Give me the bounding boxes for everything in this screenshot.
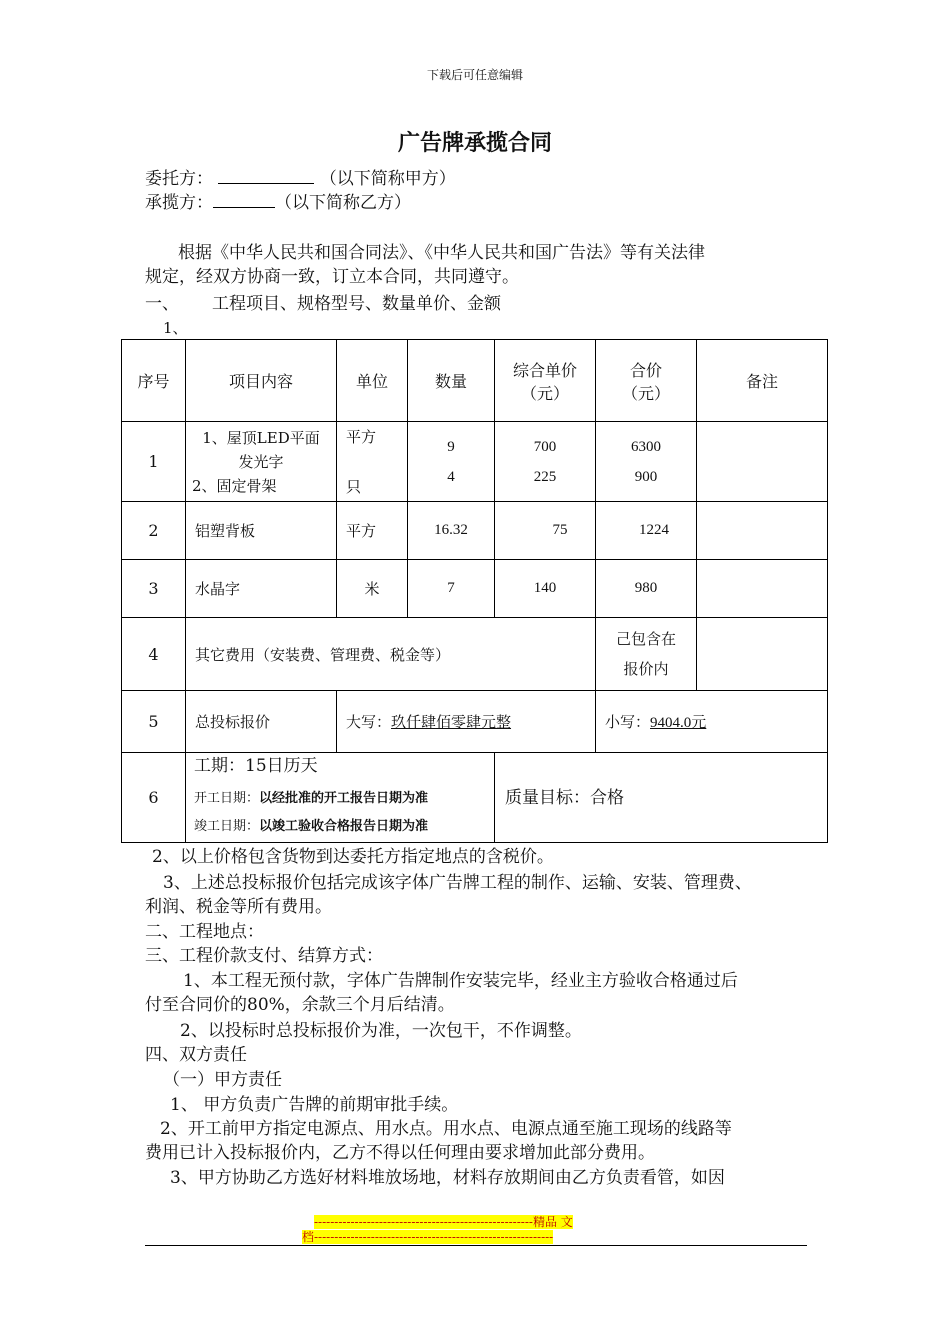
row1-unit-line1: 平方 xyxy=(346,428,377,446)
clause-1-3-line1: 3、上述总投标报价包括完成该字体广告牌工程的制作、运输、安装、管理费、 xyxy=(163,873,752,893)
header-total-line2: （元） xyxy=(621,383,670,403)
row1-total-line2: 900 xyxy=(634,468,658,485)
row5-small xyxy=(596,691,828,753)
footer-rule xyxy=(145,1245,807,1246)
header-unit-price xyxy=(495,340,596,422)
row5-seq: 5 xyxy=(122,691,186,753)
section-3: 三、工程价款支付、结算方式： xyxy=(145,946,383,966)
header-unit: 单位 xyxy=(337,340,408,422)
row1-qty-line2: 4 xyxy=(447,468,455,485)
clause-3-1-line1: 1、本工程无预付款，字体广告牌制作安装完毕，经业主方验收合格通过后 xyxy=(183,971,738,991)
footer-watermark-text1: ------------------------------------------------------精品 文 xyxy=(314,1215,573,1229)
section-4-party-a: （一）甲方责任 xyxy=(163,1070,282,1090)
row1-unit xyxy=(337,422,408,502)
intro-line-1: 根据《中华人民共和国合同法》、《中华人民共和国广告法》等有关法律 xyxy=(178,243,705,263)
table-row xyxy=(122,618,828,691)
clause-4-a-1: 1、 甲方负责广告牌的前期审批手续。 xyxy=(170,1095,459,1115)
section-4: 四、双方责任 xyxy=(145,1045,247,1065)
row3-unit: 米 xyxy=(337,560,408,618)
row1-content-line3: 2、固定骨架 xyxy=(192,476,277,495)
party-b-blank[interactable] xyxy=(213,193,275,208)
header-unit-price-line2: （元） xyxy=(520,383,569,403)
header-seq: 序号 xyxy=(122,340,186,422)
party-a-blank[interactable] xyxy=(218,169,314,184)
row5-content: 总投标报价 xyxy=(186,691,337,753)
table-header-row xyxy=(122,340,828,422)
row2-unit: 平方 xyxy=(337,502,408,560)
clause-1-3-line2: 利润、税金等所有费用。 xyxy=(145,897,332,917)
row1-content xyxy=(186,422,337,502)
row2-total: 1224 xyxy=(596,502,697,560)
row3-remark xyxy=(697,560,828,618)
row3-seq: 3 xyxy=(122,560,186,618)
row1-content-line1: 1、屋顶LED平面 xyxy=(202,428,320,447)
header-unit-price-line1: 综合单价 xyxy=(512,360,577,380)
row6-schedule xyxy=(186,753,495,843)
row1-total-line1: 6300 xyxy=(631,438,661,455)
item-1-label: 1、 xyxy=(163,319,188,337)
row3-qty: 7 xyxy=(408,560,495,618)
row1-price-line1: 700 xyxy=(533,438,557,455)
row6-seq: 6 xyxy=(122,753,186,843)
party-b-suffix: （以下简称乙方） xyxy=(275,193,411,213)
row5-capital xyxy=(337,691,596,753)
row4-total-line2: 报价内 xyxy=(623,660,669,678)
clause-3-2: 2、以投标时总投标报价为准，一次包干，不作调整。 xyxy=(180,1021,582,1041)
row2-seq: 2 xyxy=(122,502,186,560)
header-total xyxy=(596,340,697,422)
intro-line-2: 规定，经双方协商一致，订立本合同，共同遵守。 xyxy=(145,267,519,287)
row2-qty: 16.32 xyxy=(408,502,495,560)
clause-3-1-line2: 付至合同价的80%，余款三个月后结清。 xyxy=(145,995,455,1015)
row6-end-label: 竣工日期： xyxy=(194,819,260,834)
clause-4-a-2-line2: 费用已计入投标报价内，乙方不得以任何理由要求增加此部分费用。 xyxy=(145,1143,655,1163)
table-row xyxy=(122,560,828,618)
clause-4-a-2-line1: 2、开工前甲方指定电源点、用水点。用水点、电源点通至施工现场的线路等 xyxy=(160,1119,732,1139)
row5-small-label: 小写： xyxy=(605,713,651,731)
row6-start xyxy=(194,783,494,811)
party-a-line xyxy=(145,167,456,191)
row1-price-line2: 225 xyxy=(533,468,557,485)
row1-seq: 1 xyxy=(122,422,186,502)
row3-total: 980 xyxy=(596,560,697,618)
row1-price xyxy=(495,422,596,502)
row4-seq: 4 xyxy=(122,618,186,691)
row3-price: 140 xyxy=(495,560,596,618)
party-b-line xyxy=(145,191,411,215)
row6-end-value: 以竣工验收合格报告日期为准 xyxy=(259,819,429,834)
row5-capital-label: 大写： xyxy=(346,713,392,731)
table-row xyxy=(122,753,828,843)
row2-content: 铝塑背板 xyxy=(186,502,337,560)
row6-quality: 质量目标：合格 xyxy=(495,753,828,843)
section-1-title: 工程项目、规格型号、数量单价、金额 xyxy=(212,294,501,314)
quote-table xyxy=(121,339,828,843)
party-b-label: 承揽方： xyxy=(145,193,213,213)
row6-end xyxy=(194,811,494,839)
row6-period: 工期：15日历天 xyxy=(194,756,318,776)
table-row xyxy=(122,502,828,560)
row4-total-line1: 己包含在 xyxy=(615,630,676,648)
row1-qty xyxy=(408,422,495,502)
row5-capital-value: 玖仟肆佰零肆元整 xyxy=(391,713,512,731)
header-content: 项目内容 xyxy=(186,340,337,422)
row3-content: 水晶字 xyxy=(186,560,337,618)
row4-remark xyxy=(697,618,828,691)
clause-1-2: 2、以上价格包含货物到达委托方指定地点的含税价。 xyxy=(152,847,554,867)
clause-4-a-3: 3、甲方协助乙方选好材料堆放场地，材料存放期间由乙方负责看管，如因 xyxy=(170,1168,725,1188)
row5-small-value: 9404.0元 xyxy=(650,715,707,731)
header-note: 下载后可任意编辑 xyxy=(426,68,523,82)
row1-remark xyxy=(697,422,828,502)
header-qty: 数量 xyxy=(408,340,495,422)
row2-price: 75 xyxy=(495,502,596,560)
row2-remark xyxy=(697,502,828,560)
footer-watermark-text2: 档----------------------------------------------------------- xyxy=(302,1230,554,1244)
footer-watermark-line2 xyxy=(302,1226,553,1245)
row6-start-label: 开工日期： xyxy=(194,791,260,806)
row1-content-line2: 发光字 xyxy=(238,452,284,471)
section-1-number: 一、 xyxy=(145,294,179,314)
header-total-line1: 合价 xyxy=(629,360,662,380)
row1-total xyxy=(596,422,697,502)
header-remark: 备注 xyxy=(697,340,828,422)
row6-start-value: 以经批准的开工报告日期为准 xyxy=(259,791,429,806)
table-row xyxy=(122,691,828,753)
table-row xyxy=(122,422,828,502)
document-title: 广告牌承揽合同 xyxy=(397,131,552,156)
row4-total xyxy=(596,618,697,691)
row1-qty-line1: 9 xyxy=(447,438,455,455)
row1-unit-line2: 只 xyxy=(346,478,362,496)
row4-content: 其它费用（安装费、管理费、税金等） xyxy=(186,618,596,691)
party-a-suffix: （以下简称甲方） xyxy=(319,169,456,189)
section-2: 二、工程地点： xyxy=(145,922,264,942)
party-a-label: 委托方： xyxy=(145,169,213,189)
